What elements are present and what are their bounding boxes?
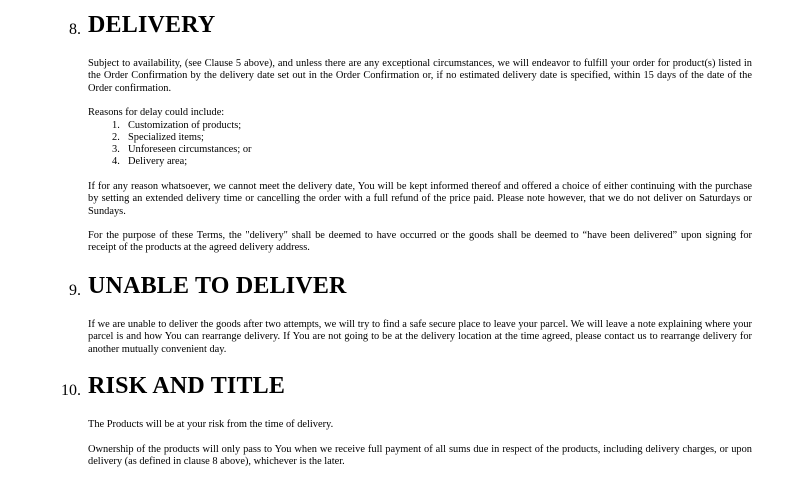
delivery-paragraph-2: If for any reason whatsoever, we cannot meet the delivery date, You will be kept informed thereof and offered a choice of either continuing with the purchase by setting an extended delivery time or cancelling the order with a full refund of the price paid. Please note however, that we do not deliver on Saturdays or Sundays. [88,181,752,217]
unable-to-deliver-paragraph: If we are unable to deliver the goods after two attempts, we will try to find a safe secure place to leave your parcel. We will leave a note explaining where your parcel is and how You can rearrange delivery. If You are not going to be at the delivery location at the time agreed, please contact us to rearrange delivery for another mutually convenient day. [88,319,752,355]
section-title: DELIVERY [88,12,216,38]
list-item-text: Unforeseen circumstances; or [128,144,252,156]
delay-reasons-intro: Reasons for delay could include: [88,107,225,118]
list-marker: 4. [112,156,120,168]
risk-paragraph-1: The Products will be at your risk from the time of delivery. [88,419,334,430]
list-item [112,156,251,168]
list-item [112,132,251,144]
list-marker: 1. [112,120,120,131]
list-item-text: Customization of products; [128,120,242,131]
section-number: 9. [69,282,81,299]
risk-paragraph-2: Ownership of the products will only pass to You when we receive full payment of all sums due in respect of the products, including delivery charges, or upon delivery (as defined in clause 8 above), whichever is the later. [88,444,752,468]
section-heading-delivery [0,12,800,42]
section-number: 10. [61,382,81,399]
section-heading-risk-and-title [0,373,800,403]
list-item-text: Delivery area; [128,156,188,168]
list-item [112,120,251,132]
delivery-paragraph-1: Subject to availability, (see Clause 5 above), and unless there are any exceptional circumstances, we will endeavor to fulfill your order for product(s) listed in the Order Confirmation by the delivery date set out in the Order Confirmation or, if no estimated delivery date is specified, within 15 days of the date of the Order confirmation. [88,58,752,94]
list-item [112,144,251,156]
section-title: RISK AND TITLE [88,373,286,399]
section-title: UNABLE TO DELIVER [88,273,347,299]
section-heading-unable-to-deliver [0,273,800,303]
list-marker: 3. [112,144,120,156]
list-marker: 2. [112,132,120,144]
delay-reasons-list [112,120,251,168]
list-item-text: Specialized items; [128,132,204,144]
delivery-paragraph-3: For the purpose of these Terms, the "delivery" shall be deemed to have occurred or the goods shall be deemed to “have been delivered” upon signing for receipt of the products at the agreed delivery address. [88,230,752,254]
section-number: 8. [69,21,81,38]
